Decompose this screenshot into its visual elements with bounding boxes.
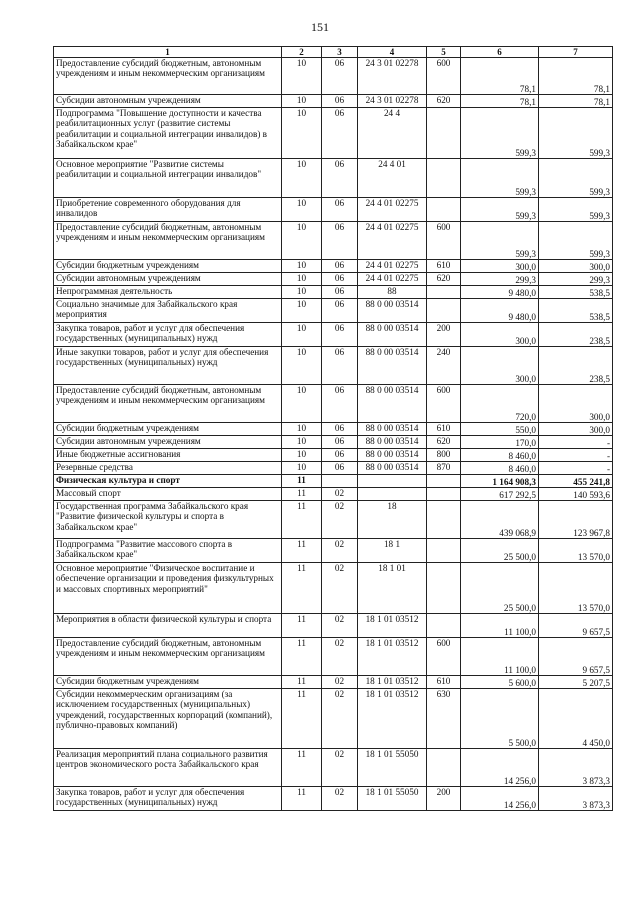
row-name: Закупка товаров, работ и услуг для обеспечения государственных (муниципальных) нужд	[54, 323, 282, 347]
table-row	[54, 638, 613, 676]
expense-type-code	[427, 475, 461, 488]
amount-planned: 25 500,0	[461, 563, 539, 614]
amount-planned: 300,0	[461, 323, 539, 347]
section-code: 10	[282, 108, 322, 159]
table-row	[54, 563, 613, 614]
section-code: 10	[282, 95, 322, 108]
amount-planned: 550,0	[461, 423, 539, 436]
table-row	[54, 385, 613, 423]
amount-executed: 300,0	[539, 385, 613, 423]
table-row	[54, 286, 613, 299]
target-article-code: 88 0 00 03514	[358, 449, 427, 462]
amount-executed: 123 967,8	[539, 501, 613, 539]
section-code: 10	[282, 198, 322, 222]
table-row	[54, 299, 613, 323]
subsection-code: 06	[322, 198, 358, 222]
section-code: 10	[282, 449, 322, 462]
target-article-code: 88	[358, 286, 427, 299]
amount-planned: 599,3	[461, 108, 539, 159]
target-article-code: 18 1 01 03512	[358, 689, 427, 749]
target-article-code: 24 4 01 02275	[358, 198, 427, 222]
amount-executed: 455 241,8	[539, 475, 613, 488]
target-article-code: 88 0 00 03514	[358, 423, 427, 436]
table-body	[54, 58, 613, 811]
expense-type-code	[427, 749, 461, 787]
amount-planned: 617 292,5	[461, 488, 539, 501]
target-article-code: 88 0 00 03514	[358, 347, 427, 385]
table-row	[54, 676, 613, 689]
subsection-code: 02	[322, 638, 358, 676]
amount-planned: 11 100,0	[461, 614, 539, 638]
amount-executed: -	[539, 462, 613, 475]
amount-executed: -	[539, 436, 613, 449]
subsection-code: 06	[322, 385, 358, 423]
expense-type-code: 600	[427, 385, 461, 423]
expense-type-code	[427, 501, 461, 539]
expense-type-code: 240	[427, 347, 461, 385]
row-name: Реализация мероприятий плана социального развития центров экономического роста Забайкальского края	[54, 749, 282, 787]
table-row	[54, 108, 613, 159]
amount-planned: 8 460,0	[461, 462, 539, 475]
amount-planned: 599,3	[461, 159, 539, 198]
target-article-code: 24 3 01 02278	[358, 58, 427, 95]
amount-executed: 4 450,0	[539, 689, 613, 749]
section-code: 10	[282, 58, 322, 95]
expense-type-code	[427, 488, 461, 501]
header-cell: 4	[358, 47, 427, 58]
table-row	[54, 159, 613, 198]
expense-type-code	[427, 563, 461, 614]
table-row	[54, 689, 613, 749]
table-row	[54, 539, 613, 563]
expense-type-code: 200	[427, 787, 461, 811]
expense-type-code	[427, 108, 461, 159]
header-cell: 7	[539, 47, 613, 58]
section-code: 10	[282, 273, 322, 286]
section-code: 11	[282, 501, 322, 539]
section-code: 11	[282, 475, 322, 488]
amount-executed: 599,3	[539, 198, 613, 222]
amount-executed: 140 593,6	[539, 488, 613, 501]
amount-executed: 238,5	[539, 347, 613, 385]
table-row	[54, 222, 613, 260]
target-article-code: 18 1 01 55050	[358, 787, 427, 811]
row-name: Подпрограмма "Развитие массового спорта в Забайкальском крае"	[54, 539, 282, 563]
section-code: 11	[282, 749, 322, 787]
amount-executed: -	[539, 449, 613, 462]
amount-executed: 299,3	[539, 273, 613, 286]
expense-type-code	[427, 159, 461, 198]
table-row	[54, 198, 613, 222]
amount-executed: 13 570,0	[539, 539, 613, 563]
row-name: Субсидии бюджетным учреждениям	[54, 260, 282, 273]
amount-executed: 538,5	[539, 286, 613, 299]
subsection-code: 06	[322, 436, 358, 449]
section-code: 11	[282, 676, 322, 689]
expense-type-code: 610	[427, 676, 461, 689]
target-article-code: 24 4 01 02275	[358, 273, 427, 286]
section-code: 10	[282, 260, 322, 273]
table-row	[54, 58, 613, 95]
amount-executed: 238,5	[539, 323, 613, 347]
row-name: Предоставление субсидий бюджетным, автономным учреждениям и иным некоммерческим организациям	[54, 222, 282, 260]
expense-type-code: 610	[427, 423, 461, 436]
section-code: 10	[282, 385, 322, 423]
amount-executed: 78,1	[539, 58, 613, 95]
expense-type-code	[427, 198, 461, 222]
expense-type-code: 200	[427, 323, 461, 347]
row-name: Субсидии бюджетным учреждениям	[54, 423, 282, 436]
row-name: Подпрограмма "Повышение доступности и качества реабилитационных услуг (развитие системы реабилитации и социальной интеграции инвалидов) в Забайкальском крае"	[54, 108, 282, 159]
target-article-code: 88 0 00 03514	[358, 385, 427, 423]
subsection-code: 06	[322, 462, 358, 475]
table-row	[54, 787, 613, 811]
section-code: 11	[282, 563, 322, 614]
amount-executed: 300,0	[539, 423, 613, 436]
row-name: Социально значимые для Забайкальского края мероприятия	[54, 299, 282, 323]
target-article-code	[358, 488, 427, 501]
amount-executed: 9 657,5	[539, 614, 613, 638]
section-code: 11	[282, 539, 322, 563]
amount-executed: 13 570,0	[539, 563, 613, 614]
row-name: Основное мероприятие "Развитие системы реабилитации и социальной интеграции инвалидов"	[54, 159, 282, 198]
target-article-code: 88 0 00 03514	[358, 436, 427, 449]
table-row	[54, 347, 613, 385]
target-article-code: 18 1	[358, 539, 427, 563]
subsection-code: 06	[322, 286, 358, 299]
subsection-code: 06	[322, 58, 358, 95]
row-name: Физическая культура и спорт	[54, 475, 282, 488]
row-name: Государственная программа Забайкальского края "Развитие физической культуры и спорта в Забайкальском крае"	[54, 501, 282, 539]
subsection-code: 02	[322, 689, 358, 749]
amount-planned: 14 256,0	[461, 787, 539, 811]
amount-planned: 5 500,0	[461, 689, 539, 749]
amount-executed: 599,3	[539, 159, 613, 198]
amount-executed: 5 207,5	[539, 676, 613, 689]
table-row	[54, 95, 613, 108]
row-name: Мероприятия в области физической культуры и спорта	[54, 614, 282, 638]
section-code: 10	[282, 286, 322, 299]
target-article-code: 18 1 01 03512	[358, 676, 427, 689]
section-code: 11	[282, 488, 322, 501]
subsection-code: 02	[322, 563, 358, 614]
row-name: Субсидии автономным учреждениям	[54, 436, 282, 449]
expense-type-code: 620	[427, 95, 461, 108]
subsection-code: 06	[322, 273, 358, 286]
amount-executed: 538,5	[539, 299, 613, 323]
row-name: Субсидии автономным учреждениям	[54, 273, 282, 286]
table-row	[54, 449, 613, 462]
amount-planned: 299,3	[461, 273, 539, 286]
section-code: 10	[282, 299, 322, 323]
amount-planned: 78,1	[461, 58, 539, 95]
row-name: Субсидии автономным учреждениям	[54, 95, 282, 108]
target-article-code: 24 4 01 02275	[358, 222, 427, 260]
section-code: 11	[282, 614, 322, 638]
subsection-code: 02	[322, 539, 358, 563]
subsection-code: 02	[322, 614, 358, 638]
row-name: Резервные средства	[54, 462, 282, 475]
amount-planned: 170,0	[461, 436, 539, 449]
expense-type-code: 620	[427, 436, 461, 449]
header-cell: 2	[282, 47, 322, 58]
expense-type-code: 600	[427, 222, 461, 260]
subsection-code: 06	[322, 347, 358, 385]
target-article-code: 24 4 01 02275	[358, 260, 427, 273]
row-name: Закупка товаров, работ и услуг для обеспечения государственных (муниципальных) нужд	[54, 787, 282, 811]
subsection-code: 02	[322, 488, 358, 501]
row-name: Приобретение современного оборудования для инвалидов	[54, 198, 282, 222]
amount-executed: 300,0	[539, 260, 613, 273]
subsection-code: 06	[322, 423, 358, 436]
amount-planned: 25 500,0	[461, 539, 539, 563]
amount-executed: 9 657,5	[539, 638, 613, 676]
row-name: Предоставление субсидий бюджетным, автономным учреждениям и иным некоммерческим организациям	[54, 385, 282, 423]
target-article-code: 24 4 01	[358, 159, 427, 198]
table-row	[54, 436, 613, 449]
row-name: Предоставление субсидий бюджетным, автономным учреждениям и иным некоммерческим организациям	[54, 638, 282, 676]
amount-executed: 78,1	[539, 95, 613, 108]
amount-planned: 5 600,0	[461, 676, 539, 689]
header-row	[54, 47, 613, 58]
target-article-code: 88 0 00 03514	[358, 323, 427, 347]
row-name: Иные закупки товаров, работ и услуг для обеспечения государственных (муниципальных) нужд	[54, 347, 282, 385]
amount-planned: 300,0	[461, 260, 539, 273]
subsection-code: 06	[322, 222, 358, 260]
header-cell: 6	[461, 47, 539, 58]
subsection-code	[322, 475, 358, 488]
subsection-code: 06	[322, 299, 358, 323]
header-cell: 3	[322, 47, 358, 58]
table-row	[54, 260, 613, 273]
expense-type-code: 600	[427, 58, 461, 95]
subsection-code: 06	[322, 260, 358, 273]
section-code: 10	[282, 423, 322, 436]
table-row	[54, 614, 613, 638]
section-code: 11	[282, 787, 322, 811]
expense-type-code	[427, 539, 461, 563]
table-row	[54, 749, 613, 787]
target-article-code: 18 1 01 03512	[358, 614, 427, 638]
section-code: 10	[282, 462, 322, 475]
subsection-code: 02	[322, 501, 358, 539]
amount-planned: 1 164 908,3	[461, 475, 539, 488]
expense-type-code: 600	[427, 638, 461, 676]
expense-type-code: 630	[427, 689, 461, 749]
subsection-code: 06	[322, 449, 358, 462]
row-name: Массовый спорт	[54, 488, 282, 501]
subsection-code: 06	[322, 159, 358, 198]
amount-planned: 439 068,9	[461, 501, 539, 539]
row-name: Субсидии некоммерческим организациям (за исключением государственных (муниципальных) учреждений, государственных корпораций (компаний), публично-правовых компаний)	[54, 689, 282, 749]
section-code: 10	[282, 159, 322, 198]
target-article-code: 18	[358, 501, 427, 539]
table-row	[54, 323, 613, 347]
subsection-code: 06	[322, 323, 358, 347]
table-row	[54, 475, 613, 488]
subsection-code: 02	[322, 676, 358, 689]
section-code: 10	[282, 222, 322, 260]
expense-type-code	[427, 299, 461, 323]
subsection-code: 02	[322, 749, 358, 787]
amount-planned: 14 256,0	[461, 749, 539, 787]
row-name: Основное мероприятие "Физическое воспитание и обеспечение организации и проведения физкультурных и массовых спортивных мероприятий"	[54, 563, 282, 614]
amount-executed: 3 873,3	[539, 787, 613, 811]
expense-type-code: 610	[427, 260, 461, 273]
amount-executed: 3 873,3	[539, 749, 613, 787]
section-code: 11	[282, 689, 322, 749]
expense-type-code	[427, 614, 461, 638]
amount-planned: 8 460,0	[461, 449, 539, 462]
expense-type-code: 620	[427, 273, 461, 286]
header-cell: 5	[427, 47, 461, 58]
table-row	[54, 501, 613, 539]
amount-planned: 78,1	[461, 95, 539, 108]
subsection-code: 06	[322, 95, 358, 108]
row-name: Предоставление субсидий бюджетным, автономным учреждениям и иным некоммерческим организациям	[54, 58, 282, 95]
subsection-code: 02	[322, 787, 358, 811]
target-article-code: 18 1 01 03512	[358, 638, 427, 676]
amount-planned: 720,0	[461, 385, 539, 423]
subsection-code: 06	[322, 108, 358, 159]
expense-type-code	[427, 286, 461, 299]
budget-table	[53, 46, 613, 811]
section-code: 10	[282, 436, 322, 449]
table-row	[54, 273, 613, 286]
target-article-code: 88 0 00 03514	[358, 462, 427, 475]
table-row	[54, 462, 613, 475]
target-article-code	[358, 475, 427, 488]
row-name: Иные бюджетные ассигнования	[54, 449, 282, 462]
amount-planned: 300,0	[461, 347, 539, 385]
amount-planned: 9 480,0	[461, 299, 539, 323]
target-article-code: 24 4	[358, 108, 427, 159]
target-article-code: 18 1 01 55050	[358, 749, 427, 787]
target-article-code: 88 0 00 03514	[358, 299, 427, 323]
amount-planned: 599,3	[461, 222, 539, 260]
row-name: Субсидии бюджетным учреждениям	[54, 676, 282, 689]
page-number: 151	[311, 20, 329, 34]
section-code: 10	[282, 323, 322, 347]
target-article-code: 18 1 01	[358, 563, 427, 614]
expense-type-code: 870	[427, 462, 461, 475]
header-cell: 1	[54, 47, 282, 58]
amount-planned: 599,3	[461, 198, 539, 222]
row-name: Непрограммная деятельность	[54, 286, 282, 299]
target-article-code: 24 3 01 02278	[358, 95, 427, 108]
expense-type-code: 800	[427, 449, 461, 462]
amount-planned: 9 480,0	[461, 286, 539, 299]
table-row	[54, 423, 613, 436]
section-code: 11	[282, 638, 322, 676]
amount-planned: 11 100,0	[461, 638, 539, 676]
table-row	[54, 488, 613, 501]
amount-executed: 599,3	[539, 108, 613, 159]
amount-executed: 599,3	[539, 222, 613, 260]
section-code: 10	[282, 347, 322, 385]
